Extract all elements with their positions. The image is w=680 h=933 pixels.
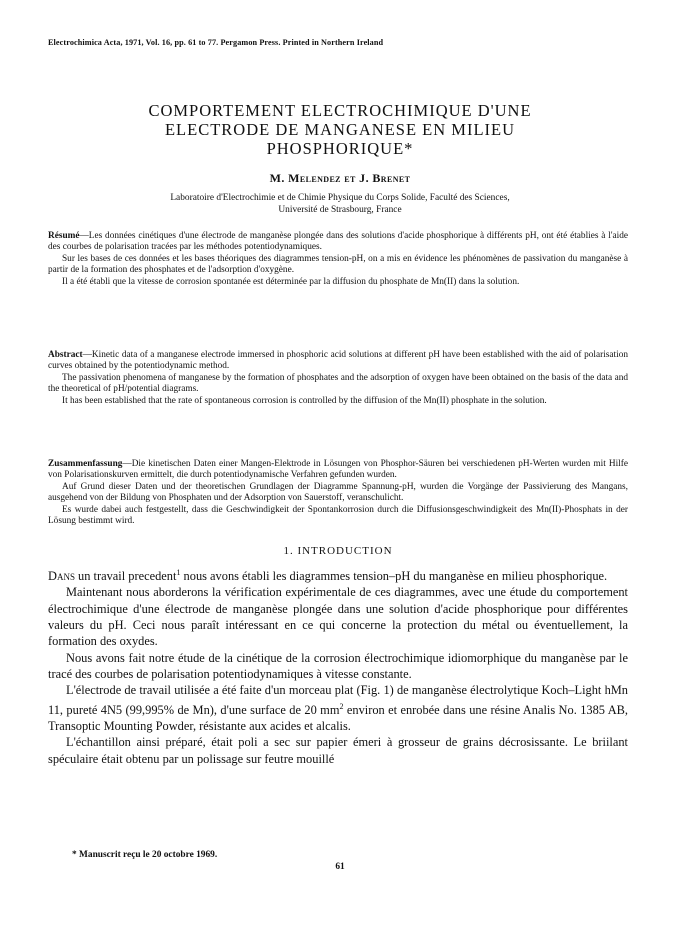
title-line-3: PHOSPHORIQUE* xyxy=(266,139,414,158)
article-title xyxy=(60,101,620,158)
zusammenfassung-lead: Zusammenfassung xyxy=(48,459,123,469)
page-number: 61 xyxy=(335,862,345,872)
title-line-2: ELECTRODE DE MANGANESE EN MILIEU xyxy=(164,120,516,139)
intro-paragraph-5: L'échantillon ainsi préparé, était poli a sec sur papier émeri à grosseur de grains décrosissante. Le briilant spéculaire était obtenu par un polissage sur feutre mouillé xyxy=(48,735,628,766)
zusammenfassung-block xyxy=(48,459,628,527)
abstract-paragraph-2: The passivation phenomena of manganese by the formation of phosphates and the adsorption of oxygen have been obtained on the basis of the data and the theoretical of pH/potential diagrams. xyxy=(48,372,628,395)
intro-paragraph-2: Maintenant nous aborderons la vérification expérimentale de ces diagrammes, avec une étude du comportement électrochimique d'une électrode de manganèse plongée dans une solution d'acide phosphorique pour différentes valeurs du pH. Ceci nous paraît intéressant en ce qui concerne la protection du métal ou éventuellement, la formation des oxydes. xyxy=(48,585,628,649)
resume-paragraph-3: Il a été établi que la vitesse de corrosion spontanée est déterminée par la diffusion du phosphate de Mn(II) dans la solution. xyxy=(62,276,520,287)
intro-paragraph-4: L'électrode de travail utilisée a été faite d'un morceau plat (Fig. 1) de manganèse électrolytique Koch–Light hMn 11, pureté 4N5 (99,995% de Mn), d'une surface de 20 $mm^2$ environ et enrobée dans une résine Analis No. 1385 AB, Transoptic Mounting Powder, résistante aux acides et alcalis. xyxy=(48,683,629,733)
abstract-paragraph-3: It has been established that the rate of spontaneous corrosion is controlled by the diffusion of the Mn(II) phosphate in the solution. xyxy=(62,395,547,406)
title-line-1: COMPORTEMENT ELECTROCHIMIQUE D'UNE xyxy=(148,101,532,120)
section-heading: 1. INTRODUCTION xyxy=(283,545,393,557)
abstract-block xyxy=(48,350,628,407)
authors: M. Melendez et J. Brenet xyxy=(269,171,411,185)
resume-paragraph-2: Sur les bases de ces données et les bases théoriques des diagrammes tension-pH, on a mis en évidence les phénomènes de passivation du manganèse à partir de la formation des phosphates et de l'adsorption d'oxygène. xyxy=(48,253,628,276)
introduction-body xyxy=(48,565,628,767)
zusammenfassung-paragraph-3: Es wurde dabei auch festgestellt, dass die Geschwindigkeit der Spontankorrosion durch die Diffusionsgeschwindigkeit des Mn(II)-Phosphats in der Lösung bestimmt wird. xyxy=(48,504,628,527)
footnote: * Manuscrit reçu le 20 octobre 1969. xyxy=(72,850,218,860)
resume-lead: Résumé xyxy=(48,231,80,241)
resume-paragraph-1: —Les données cinétiques d'une électrode de manganèse plongée dans des solutions d'acide phosphorique à différents pH, ont été établies à l'aide des courbes de polarisation tracées par les méthodes potentiodynamiques. xyxy=(48,231,628,253)
affiliation xyxy=(60,192,620,216)
footnote-ref: 1 xyxy=(176,568,181,577)
abstract-lead: Abstract xyxy=(48,350,83,360)
journal-citation: Electrochimica Acta, 1971, Vol. 16, pp. 61 to 77. Pergamon Press. Printed in Northern Ireland xyxy=(48,38,384,47)
superscript-2: 2 xyxy=(339,701,344,711)
intro-paragraph-3: Nous avons fait notre étude de la cinétique de la corrosion électrochimique idiomorphique du manganèse par le tracé des courbes de polarisation potentiodynamiques à vitesse constante. xyxy=(48,650,628,681)
affiliation-line-2: Université de Strasbourg, France xyxy=(278,205,402,215)
resume-block xyxy=(48,231,628,288)
intro-dropword: Dans xyxy=(48,569,75,584)
abstract-paragraph-1: —Kinetic data of a manganese electrode immersed in phosphoric acid solutions at different pH have been established with the aid of polarisation curves obtained by the potentiodynamic method. xyxy=(48,350,628,372)
zusammenfassung-paragraph-1: —Die kinetischen Daten einer Mangen-Elektrode in Lösungen von Phosphor-Säuren bei verschiedenen pH-Werten wurden mit Hilfe von Polarisationskurven ermittelt, die durch potentiodynamische Verfahren gefunden wurden. xyxy=(48,459,628,481)
zusammenfassung-paragraph-2: Auf Grund dieser Daten und der theoretischen Grundlagen der Diagramme Spannung-pH, wurden die Vorgänge der Passivierung des Mangans, ausgehend von der Bildung von Phosphaten und der Adsorption von Sauerstoff, veranschulicht. xyxy=(48,481,628,504)
intro-paragraph-1: Dans un travail precedent$^1$ nous avons établi les diagrammes tension–pH du manganèse en milieu phosphorique. xyxy=(48,568,608,584)
affiliation-line-1: Laboratoire d'Electrochimie et de Chimie Physique du Corps Solide, Faculté des Sciences, xyxy=(170,193,510,203)
